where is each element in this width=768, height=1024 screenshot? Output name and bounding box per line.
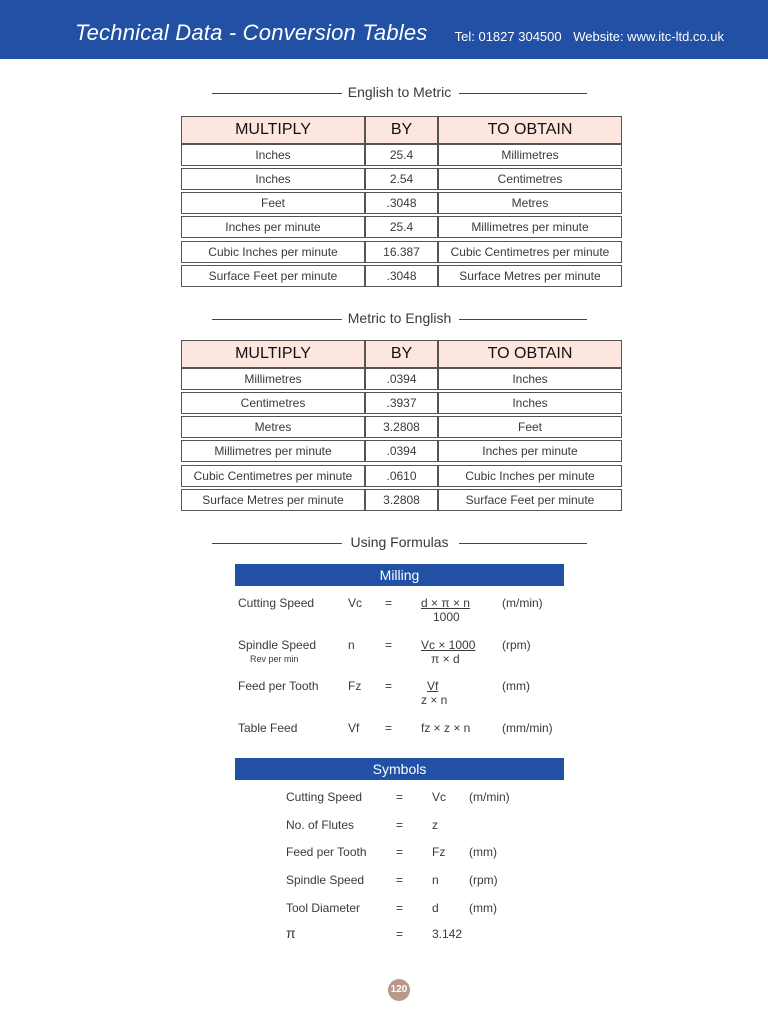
by-cell: .0394 xyxy=(365,368,438,390)
table-row xyxy=(181,440,622,462)
by-cell: .3937 xyxy=(365,392,438,414)
multiply-cell: Inches xyxy=(181,144,365,166)
divider xyxy=(459,93,587,94)
formula-row xyxy=(238,721,578,753)
symbol-unit: (mm) xyxy=(469,845,497,859)
symbol-row xyxy=(286,873,546,891)
symbols-title-bar: Symbols xyxy=(235,758,564,780)
symbol-value: Fz xyxy=(432,845,446,859)
table-row xyxy=(181,465,622,487)
column-header-to-obtain: TO OBTAIN xyxy=(438,116,622,144)
equals-sign: = xyxy=(385,638,393,652)
symbol-value: n xyxy=(432,873,439,887)
by-cell: 25.4 xyxy=(365,144,438,166)
formula-symbol: Vc xyxy=(348,596,363,610)
symbol-unit: (m/min) xyxy=(469,790,510,804)
to-obtain-cell: Millimetres xyxy=(438,144,622,166)
numerator: Vc × 1000 xyxy=(421,638,476,652)
by-cell: .0610 xyxy=(365,465,438,487)
telephone: Tel: 01827 304500 xyxy=(454,29,562,44)
column-header-by: BY xyxy=(365,116,438,144)
denominator: z × n xyxy=(421,693,448,707)
equals-sign: = xyxy=(396,845,404,859)
formula-fraction xyxy=(421,596,477,624)
equals-sign: = xyxy=(385,679,393,693)
multiply-cell: Centimetres xyxy=(181,392,365,414)
section-label: Metric to English xyxy=(347,310,452,326)
to-obtain-cell: Millimetres per minute xyxy=(438,216,622,238)
by-cell: 16.387 xyxy=(365,241,438,263)
formula-row xyxy=(238,596,578,628)
table-row xyxy=(181,216,622,238)
multiply-cell: Inches xyxy=(181,168,365,190)
column-header-multiply: MULTIPLY xyxy=(181,340,365,368)
symbol-value: z xyxy=(432,818,438,832)
by-cell: 2.54 xyxy=(365,168,438,190)
symbol-name: Spindle Speed xyxy=(286,873,365,887)
to-obtain-cell: Inches xyxy=(438,392,622,414)
website-link[interactable]: Website: www.itc-ltd.co.uk xyxy=(573,29,724,44)
multiply-cell: Surface Feet per minute xyxy=(181,265,365,287)
page-number-badge: 120 xyxy=(388,979,410,1001)
table-row xyxy=(181,144,622,166)
multiply-cell: Millimetres xyxy=(181,368,365,390)
by-cell: .0394 xyxy=(365,440,438,462)
to-obtain-cell: Surface Metres per minute xyxy=(438,265,622,287)
by-cell: 3.2808 xyxy=(365,489,438,511)
table-row xyxy=(181,416,622,438)
symbol-name: Tool Diameter xyxy=(286,901,361,915)
milling-title-bar: Milling xyxy=(235,564,564,586)
numerator: d × π × n xyxy=(421,596,470,610)
column-header-to-obtain: TO OBTAIN xyxy=(438,340,622,368)
formula-unit: (m/min) xyxy=(502,596,543,610)
table-row xyxy=(181,192,622,214)
symbol-unit: (rpm) xyxy=(469,873,498,887)
symbol-row xyxy=(286,845,546,863)
table-row xyxy=(181,168,622,190)
by-cell: .3048 xyxy=(365,265,438,287)
formula-unit: (rpm) xyxy=(502,638,531,652)
divider xyxy=(459,319,587,320)
by-cell: 25.4 xyxy=(365,216,438,238)
equals-sign: = xyxy=(396,927,404,941)
section-label: Using Formulas xyxy=(350,534,449,550)
numerator: Vf xyxy=(427,679,439,693)
symbol-row xyxy=(286,818,546,836)
formula-symbol: Fz xyxy=(348,679,362,693)
formula-symbol: Vf xyxy=(348,721,360,735)
multiply-cell: Cubic Inches per minute xyxy=(181,241,365,263)
symbol-row xyxy=(286,927,546,945)
using-formulas-heading xyxy=(212,533,587,553)
page-title: Technical Data - Conversion Tables xyxy=(75,20,428,45)
english-to-metric-heading xyxy=(212,83,587,103)
table-header-row xyxy=(181,116,622,144)
symbol-value: d xyxy=(432,901,439,915)
formula-name: Table Feed xyxy=(238,721,298,735)
equals-sign: = xyxy=(396,790,404,804)
equals-sign: = xyxy=(385,596,393,610)
formula-name: Spindle Speed xyxy=(238,638,317,652)
formula-fraction xyxy=(421,638,477,666)
to-obtain-cell: Inches per minute xyxy=(438,440,622,462)
multiply-cell: Feet xyxy=(181,192,365,214)
pi-symbol: π xyxy=(286,925,296,941)
formula-subtitle: Rev per min xyxy=(250,654,299,664)
to-obtain-cell: Surface Feet per minute xyxy=(438,489,622,511)
symbol-unit: (mm) xyxy=(469,901,497,915)
denominator: 1000 xyxy=(433,610,460,624)
formula-name: Feed per Tooth xyxy=(238,679,319,693)
multiply-cell: Metres xyxy=(181,416,365,438)
page-header xyxy=(0,0,768,59)
symbol-value: Vc xyxy=(432,790,447,804)
denominator: π × d xyxy=(431,652,460,666)
equals-sign: = xyxy=(396,818,404,832)
symbol-name: Feed per Tooth xyxy=(286,845,367,859)
formula-row xyxy=(238,679,578,711)
equals-sign: = xyxy=(385,721,393,735)
table-header-row xyxy=(181,340,622,368)
by-cell: .3048 xyxy=(365,192,438,214)
formula-unit: (mm/min) xyxy=(502,721,553,735)
symbol-name: No. of Flutes xyxy=(286,818,355,832)
table-row xyxy=(181,241,622,263)
formula-fraction xyxy=(421,679,477,707)
to-obtain-cell: Cubic Inches per minute xyxy=(438,465,622,487)
to-obtain-cell: Metres xyxy=(438,192,622,214)
to-obtain-cell: Centimetres xyxy=(438,168,622,190)
symbol-name: Cutting Speed xyxy=(286,790,363,804)
formula-expression xyxy=(421,721,501,735)
divider xyxy=(459,543,587,544)
table-row xyxy=(181,392,622,414)
column-header-by: BY xyxy=(365,340,438,368)
to-obtain-cell: Inches xyxy=(438,368,622,390)
numerator: fz × z × n xyxy=(421,721,471,735)
formula-symbol: n xyxy=(348,638,355,652)
to-obtain-cell: Feet xyxy=(438,416,622,438)
to-obtain-cell: Cubic Centimetres per minute xyxy=(438,241,622,263)
contact-info xyxy=(447,29,724,44)
formula-unit: (mm) xyxy=(502,679,530,693)
column-header-multiply: MULTIPLY xyxy=(181,116,365,144)
equals-sign: = xyxy=(396,873,404,887)
symbol-row xyxy=(286,901,546,919)
symbol-row xyxy=(286,790,546,808)
multiply-cell: Millimetres per minute xyxy=(181,440,365,462)
formula-name: Cutting Speed xyxy=(238,596,315,610)
multiply-cell: Surface Metres per minute xyxy=(181,489,365,511)
multiply-cell: Cubic Centimetres per minute xyxy=(181,465,365,487)
multiply-cell: Inches per minute xyxy=(181,216,365,238)
table-row xyxy=(181,489,622,511)
section-label: English to Metric xyxy=(347,84,452,100)
metric-to-english-heading xyxy=(212,309,587,329)
formula-row xyxy=(238,638,578,670)
equals-sign: = xyxy=(396,901,404,915)
symbol-value: 3.142 xyxy=(432,927,463,941)
table-row xyxy=(181,265,622,287)
by-cell: 3.2808 xyxy=(365,416,438,438)
table-row xyxy=(181,368,622,390)
